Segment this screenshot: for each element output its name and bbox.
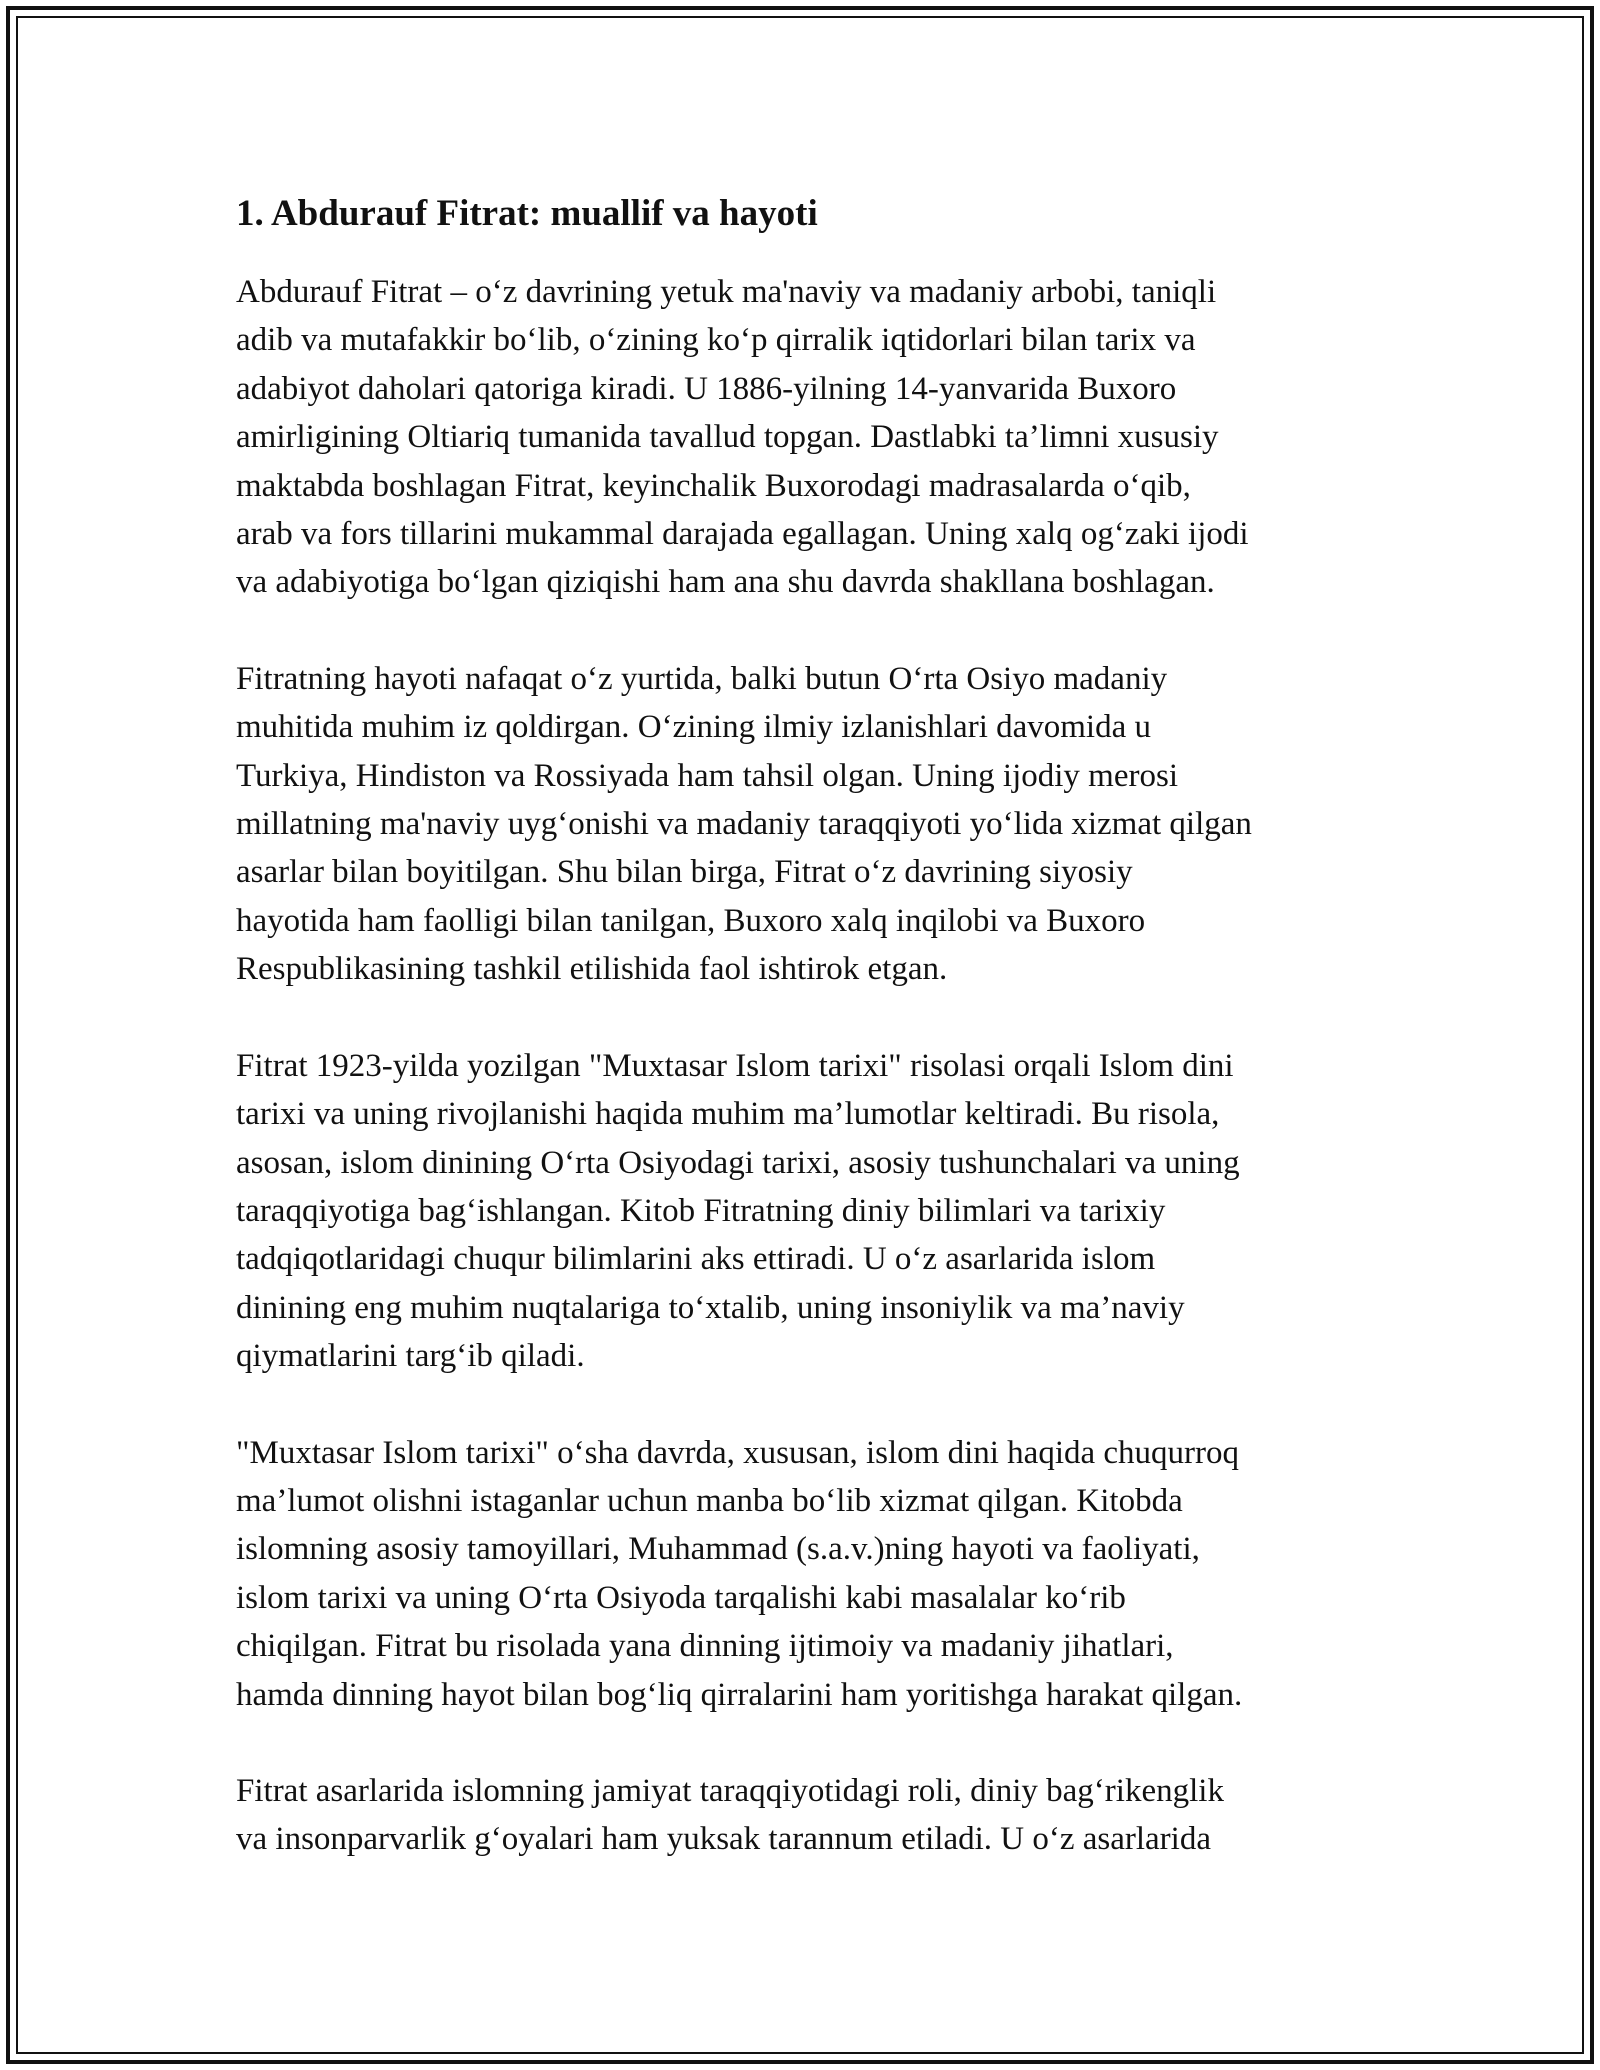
document-body — [236, 188, 1384, 1912]
text-line: islom tarixi va uning O‘rta Osiyoda tarqalishi kabi masalalar ko‘rib — [236, 1579, 1126, 1616]
text-line: hamda dinning hayot bilan bog‘liq qirralarini ham yoritishga harakat qilgan. — [236, 1676, 1243, 1713]
text-line: "Muxtasar Islom tarixi" o‘sha davrda, xususan, islom dini haqida chuqurroq — [236, 1434, 1240, 1471]
text-line: amirligining Oltiariq tumanida tavallud topgan. Dastlabki ta’limni xususiy — [236, 419, 1219, 456]
text-line: hayotida ham faolligi bilan tanilgan, Buxoro xalq inqilobi va Buxoro — [236, 902, 1146, 939]
section-heading: 1. Abdurauf Fitrat: muallif va hayoti — [236, 193, 818, 234]
text-line: islomning asosiy tamoyillari, Muhammad (s.a.v.)ning hayoti va faoliyati, — [236, 1531, 1200, 1568]
text-line: millatning ma'naviy uyg‘onishi va madaniy taraqqiyoti yo‘lida xizmat qilgan — [236, 806, 1252, 843]
text-line: arab va fors tillarini mukammal darajada egallagan. Uning xalq og‘zaki ijodi — [236, 516, 1249, 553]
text-line: tadqiqotlaridagi chuqur bilimlarini aks ettiradi. U o‘z asarlarida islom — [236, 1241, 1156, 1278]
text-line: taraqqiyotiga bag‘ishlangan. Kitob Fitratning diniy bilimlari va tarixiy — [236, 1192, 1166, 1229]
paragraph-5 — [236, 1767, 1384, 1864]
paragraph-4 — [236, 1429, 1384, 1719]
text-line: chiqilgan. Fitrat bu risolada yana dinning ijtimoiy va madaniy jihatlari, — [236, 1628, 1174, 1665]
text-line: va insonparvarlik g‘oyalari ham yuksak tarannum etiladi. U o‘z asarlarida — [236, 1821, 1211, 1858]
text-line: maktabda boshlagan Fitrat, keyinchalik Buxorodagi madrasalarda o‘qib, — [236, 467, 1191, 504]
text-line: asosan, islom dinining O‘rta Osiyodagi tarixi, asosiy tushunchalari va uning — [236, 1144, 1240, 1181]
text-line: muhitida muhim iz qoldirgan. O‘zining ilmiy izlanishlari davomida u — [236, 709, 1151, 746]
paragraph-1 — [236, 268, 1384, 607]
text-line: Fitratning hayoti nafaqat o‘z yurtida, balki butun O‘rta Osiyo madaniy — [236, 660, 1168, 697]
text-line: asarlar bilan boyitilgan. Shu bilan birga, Fitrat o‘z davrining siyosiy — [236, 854, 1133, 891]
text-line: Respublikasining tashkil etilishida faol ishtirok etgan. — [236, 951, 948, 988]
text-line: Fitrat asarlarida islomning jamiyat taraqqiyotidagi roli, diniy bag‘rikenglik — [236, 1772, 1224, 1809]
text-line: va adabiyotiga bo‘lgan qiziqishi ham ana shu davrda shakllana boshlagan. — [236, 564, 1215, 601]
text-line: adib va mutafakkir bo‘lib, o‘zining ko‘p qirralik iqtidorlari bilan tarix va — [236, 322, 1196, 359]
text-line: dinining eng muhim nuqtalariga to‘xtalib, uning insoniylik va ma’naviy — [236, 1289, 1185, 1326]
paragraph-3 — [236, 1042, 1384, 1381]
text-line: ma’lumot olishni istaganlar uchun manba bo‘lib xizmat qilgan. Kitobda — [236, 1482, 1183, 1519]
text-line: Fitrat 1923-yilda yozilgan "Muxtasar Islom tarixi" risolasi orqali Islom dini — [236, 1047, 1234, 1084]
text-line: adabiyot daholari qatoriga kiradi. U 1886-yilning 14-yanvarida Buxoro — [236, 370, 1177, 407]
text-line: Abdurauf Fitrat – o‘z davrining yetuk ma'naviy va madaniy arbobi, taniqli — [236, 274, 1217, 310]
text-line: tarixi va uning rivojlanishi haqida muhim ma’lumotlar keltiradi. Bu risola, — [236, 1096, 1220, 1133]
text-line: Turkiya, Hindiston va Rossiyada ham tahsil olgan. Uning ijodiy merosi — [236, 757, 1178, 794]
text-line: qiymatlarini targ‘ib qiladi. — [236, 1338, 585, 1375]
paragraph-2 — [236, 655, 1384, 994]
